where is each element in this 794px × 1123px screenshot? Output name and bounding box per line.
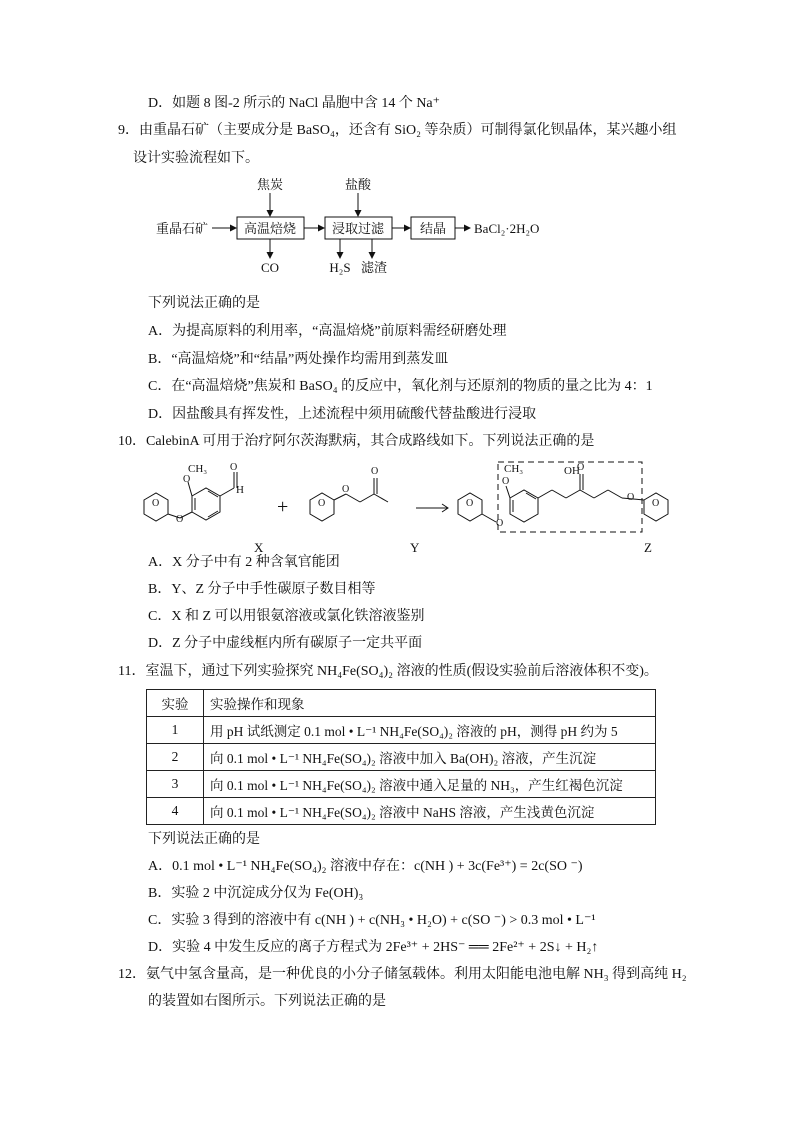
- svg-text:O: O: [371, 466, 379, 477]
- x-methyl-label: CH₃: [188, 463, 208, 475]
- svg-text:O: O: [502, 476, 510, 487]
- q10-option-b: B．Y、Z 分子中手性碳原子数目相等: [148, 582, 376, 597]
- svg-text:O: O: [176, 514, 184, 525]
- svg-text:O: O: [577, 462, 585, 473]
- flow-step2-label: 浸取过滤: [331, 221, 385, 236]
- plus-sign: +: [277, 496, 289, 518]
- svg-text:O: O: [342, 484, 350, 495]
- svg-text:O: O: [230, 462, 238, 473]
- svg-text:O: O: [466, 498, 474, 509]
- table-row: [147, 798, 656, 825]
- label-y: Y: [410, 540, 420, 555]
- table-cell: 3: [147, 771, 204, 798]
- table-cell: 向 0.1 mol • L⁻¹ NH₄Fe(SO₄)₂ 溶液中 NaHS 溶液，产生浅黄色沉淀: [204, 798, 656, 825]
- z-hydroxyl-label: OH: [564, 465, 580, 477]
- svg-text:O: O: [496, 518, 504, 529]
- svg-text:O: O: [183, 474, 191, 485]
- q9-option-b: B．“高温焙烧”和“结晶”两处操作均需用到蒸发皿: [148, 352, 449, 367]
- flow-input1-label: 焦炭: [256, 178, 284, 192]
- flow-output2b-label: 滤渣: [360, 260, 388, 275]
- q11-question: 下列说法正确的是: [148, 832, 260, 847]
- flow-output2a-label: H₂S: [329, 260, 351, 275]
- q9-option-a: A．为提高原料的利用率，“高温焙烧”前原料需经研磨处理: [148, 324, 507, 339]
- table-header-row: [147, 690, 656, 717]
- label-x: X: [254, 540, 264, 555]
- table-cell: 2: [147, 744, 204, 771]
- experiment-table: [146, 689, 656, 825]
- table-cell: 4: [147, 798, 204, 825]
- x-benzene-ring: [192, 488, 220, 520]
- q9-question: 下列说法正确的是: [148, 296, 260, 311]
- flow-step3-label: 结晶: [419, 221, 447, 236]
- table-header-cell: 实验: [147, 690, 204, 717]
- flow-output1-label: CO: [260, 260, 280, 275]
- q11-option-c: C．实验 3 得到的溶液中有 c(NH ) + c(NH₃ • H₂O) + c(SO ⁻) > 0.3 mol • L⁻¹: [148, 913, 596, 928]
- q9-option-d: D．因盐酸具有挥发性，上述流程中须用硫酸代替盐酸进行浸取: [148, 407, 537, 422]
- q11-option-b: B．实验 2 中沉淀成分仅为 Fe(OH)₃: [148, 886, 364, 901]
- svg-text:O: O: [627, 492, 635, 503]
- label-z: Z: [644, 540, 652, 555]
- z-benzene-ring: [510, 490, 538, 522]
- flow-input2-label: 盐酸: [344, 178, 372, 192]
- table-cell: 用 pH 试纸测定 0.1 mol • L⁻¹ NH₄Fe(SO₄)₂ 溶液的 pH，测得 pH 约为 5: [204, 717, 656, 744]
- table-cell: 1: [147, 717, 204, 744]
- q10-option-a: A．X 分子中有 2 种含氧官能团: [148, 555, 340, 570]
- q11-option-d: D．实验 4 中发生反应的离子方程式为 2Fe³⁺ + 2HS⁻ ══ 2Fe²⁺ + 2S↓ + H₂↑: [148, 940, 599, 955]
- q8-option-d: D．如题 8 图-2 所示的 NaCl 晶胞中含 14 个 Na⁺: [148, 96, 441, 111]
- q9-stem-line1: 9．由重晶石矿（主要成分是 BaSO₄，还含有 SiO₂ 等杂质）可制得氯化钡晶体，某兴趣小组: [118, 123, 677, 138]
- svg-text:O: O: [318, 498, 326, 509]
- flow-step1-label: 高温焙烧: [243, 221, 297, 236]
- q12-stem-line1: 12．氨气中氢含量高，是一种优良的小分子储氢载体。利用太阳能电池电解 NH₃ 得到高纯 H₂: [118, 967, 687, 982]
- z-methyl-label: CH₃: [504, 463, 524, 475]
- flow-product-label: BaCl₂·2H₂O: [474, 221, 540, 236]
- q12-stem-line2: 的装置如右图所示。下列说法正确的是: [148, 994, 386, 1009]
- q10-option-c: C．X 和 Z 可以用银氨溶液或氯化铁溶液鉴别: [148, 609, 425, 624]
- table-row: [147, 771, 656, 798]
- synthesis-scheme: [130, 460, 690, 560]
- table-cell: 向 0.1 mol • L⁻¹ NH₄Fe(SO₄)₂ 溶液中加入 Ba(OH)₂ 溶液，产生沉淀: [204, 744, 656, 771]
- process-flow-diagram: [150, 178, 570, 278]
- flow-start-label: 重晶石矿: [156, 221, 209, 236]
- q9-stem-line2: 设计实验流程如下。: [133, 151, 259, 166]
- table-row: [147, 717, 656, 744]
- svg-text:O: O: [652, 498, 660, 509]
- q9-option-c: C．在“高温焙烧”焦炭和 BaSO₄ 的反应中，氧化剂与还原剂的物质的量之比为 4：1: [148, 379, 653, 394]
- svg-text:O: O: [152, 498, 160, 509]
- q10-option-d: D．Z 分子中虚线框内所有碳原子一定共平面: [148, 636, 423, 651]
- table-header-cell: 实验操作和现象: [204, 690, 656, 717]
- table-cell: 向 0.1 mol • L⁻¹ NH₄Fe(SO₄)₂ 溶液中通入足量的 NH₃，产生红褐色沉淀: [204, 771, 656, 798]
- x-aldehyde-h-label: H: [236, 484, 244, 496]
- q11-option-a: A．0.1 mol • L⁻¹ NH₄Fe(SO₄)₂ 溶液中存在：c(NH ) + 3c(Fe³⁺) = 2c(SO ⁻): [148, 859, 583, 874]
- q10-stem: 10．CalebinA 可用于治疗阿尔茨海默病，其合成路线如下。下列说法正确的是: [118, 434, 595, 449]
- q11-stem: 11．室温下，通过下列实验探究 NH₄Fe(SO₄)₂ 溶液的性质(假设实验前后溶液体积不变)。: [118, 664, 658, 679]
- table-row: [147, 744, 656, 771]
